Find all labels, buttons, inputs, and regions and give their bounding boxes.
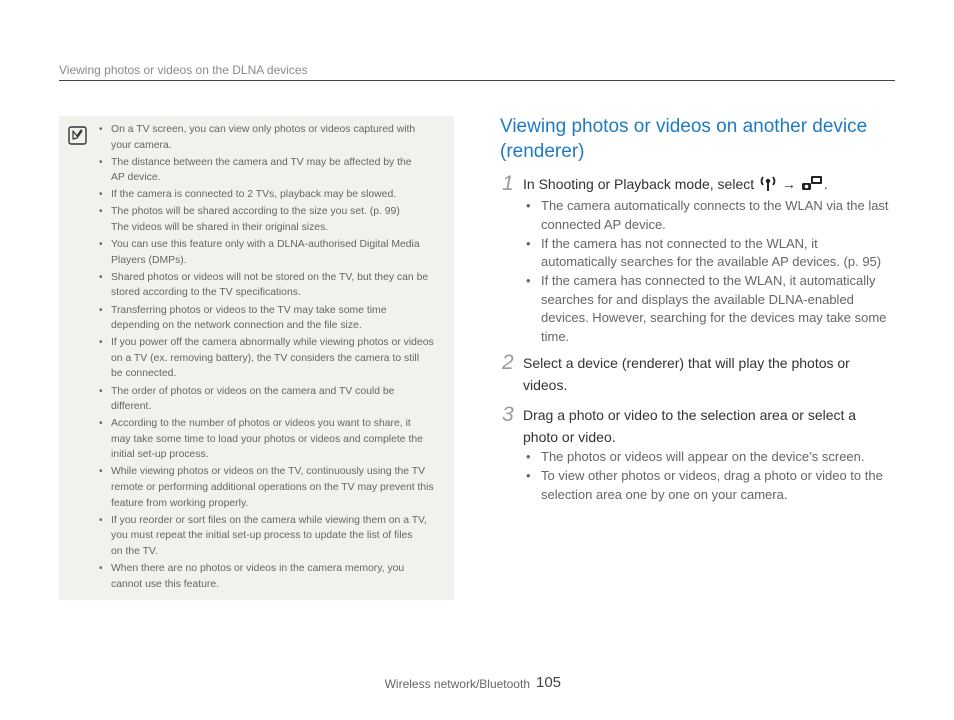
list-item: • If the camera has not connected to the WLAN, it automatically searches for the available AP devices. (p. 95) — [526, 235, 882, 269]
note-item: • If the camera is connected to 2 TVs, playback may be slowed. — [99, 189, 397, 201]
note-item: • Transferring photos or videos to the TV may take some time depending on the network connection and the file size. — [99, 304, 387, 332]
step-1-bullets — [523, 197, 895, 347]
footer-section-label: Wireless network/Bluetooth — [384, 677, 530, 691]
list-item: • The photos or videos will appear on the device’s screen. — [526, 449, 865, 464]
note-item: • The order of photos or videos on the camera and TV could be different. — [99, 385, 395, 413]
step-number: 3 — [502, 403, 514, 426]
page-number: 105 — [536, 674, 562, 691]
step-text: In Shooting or Playback mode, select → . — [523, 176, 828, 192]
note-item: • The distance between the camera and TV may be affected by the AP device. — [99, 156, 412, 184]
dlna-renderer-icon — [800, 174, 824, 192]
running-header: Viewing photos or videos on the DLNA devices — [59, 63, 308, 77]
section-title: Viewing photos or videos on another device (renderer) — [500, 116, 868, 162]
note-item: • When there are no photos or videos in the camera memory, you cannot use this feature. — [99, 563, 405, 590]
list-item: • To view other photos or videos, drag a photo or video to the selection area one by one on your camera. — [526, 468, 883, 502]
note-item: • On a TV screen, you can view only photos or videos captured with your camera. — [99, 124, 416, 151]
step-text: Select a device (renderer) that will play the photos or videos. — [523, 355, 850, 393]
note-list — [97, 122, 442, 594]
list-item: • The camera automatically connects to the WLAN via the last connected AP device. — [526, 198, 889, 232]
note-item: • While viewing photos or videos on the TV, continuously using the TV remote or performing additional operations on the TV may prevent this feature from working properly. — [99, 466, 434, 509]
note-item: • The photos will be shared according to the size you set. (p. 99) The videos will be shared in their original sizes. — [99, 206, 400, 234]
header-divider — [59, 80, 895, 81]
note-box — [59, 116, 454, 600]
note-item: • Shared photos or videos will not be stored on the TV, but they can be stored according to the TV specifications. — [99, 271, 429, 299]
wireless-antenna-icon — [758, 174, 778, 192]
note-item: • If you power off the camera abnormally while viewing photos or videos on a TV (ex. removing battery), the TV considers the camera to still be connected. — [99, 337, 434, 380]
list-item: • If the camera has connected to the WLAN, it automatically searches for and displays the available DLNA-enabled devices. However, searching for the devices may take some time. — [526, 273, 887, 344]
step-3-bullets — [523, 448, 895, 505]
step-number: 1 — [502, 172, 514, 195]
note-pencil-icon — [68, 126, 87, 145]
note-item: • You can use this feature only with a DLNA-authorised Digital Media Players (DMPs). — [99, 239, 420, 266]
step-text: Drag a photo or video to the selection area or select a photo or video. — [523, 407, 857, 445]
step-number: 2 — [502, 351, 514, 374]
note-item: • If you reorder or sort files on the camera while viewing them on a TV, you must repeat the initial set-up process to update the list of files on the TV. — [99, 514, 427, 557]
note-item: • According to the number of photos or videos you want to share, it may take some time to load your photos or videos and complete the initial set-up process. — [99, 418, 423, 461]
